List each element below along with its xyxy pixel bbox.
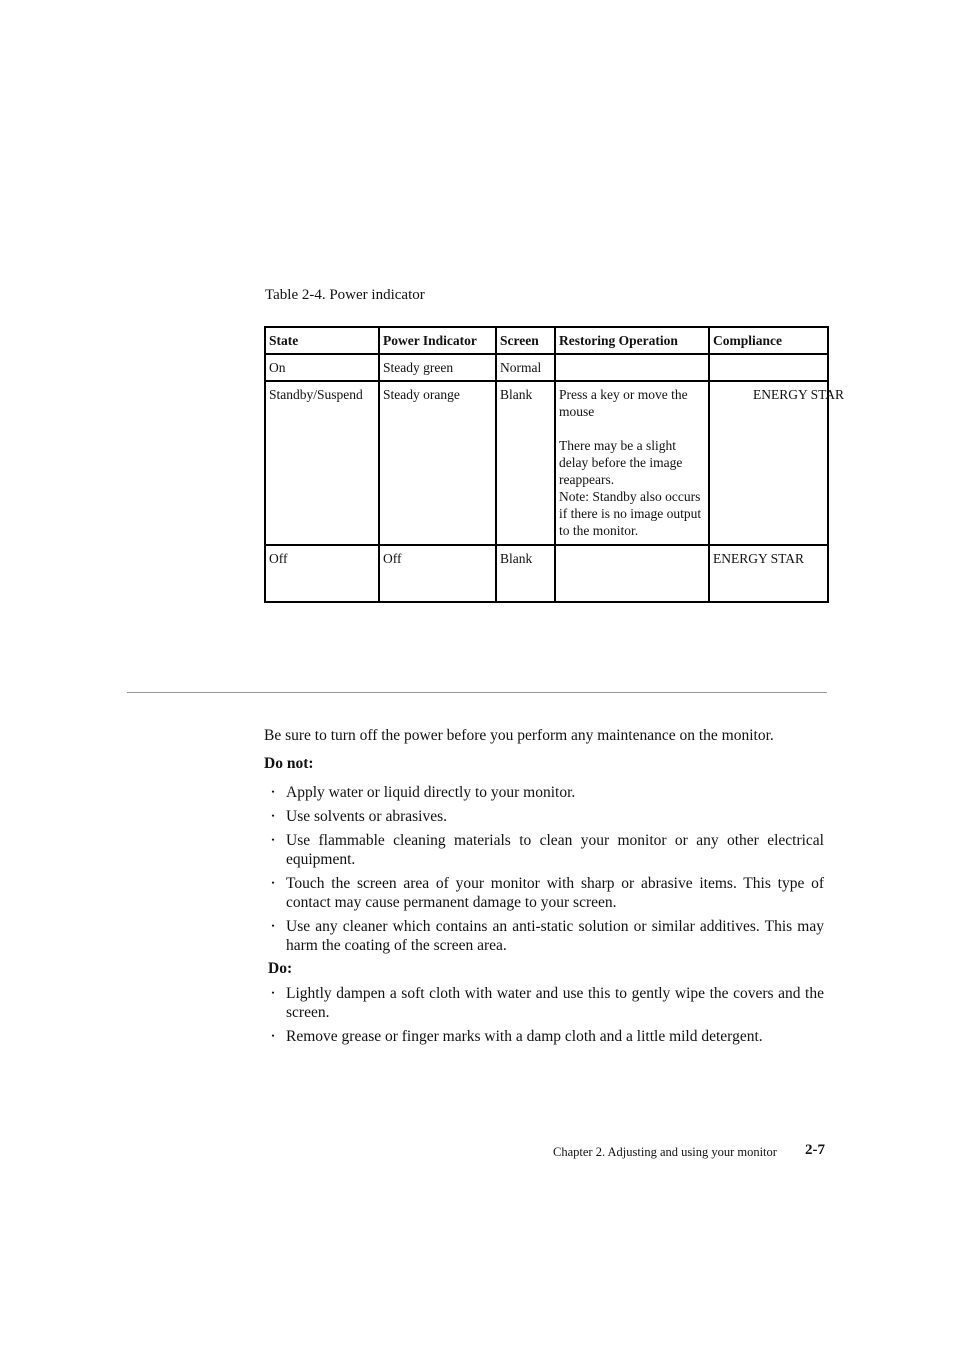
header-state: State [265, 327, 379, 354]
table-row [265, 545, 828, 602]
cell-state: Standby/Suspend [265, 381, 379, 545]
cell-state: On [265, 354, 379, 381]
cell-power-indicator: Steady green [379, 354, 496, 381]
bullet-icon: ・ [267, 919, 280, 933]
cell-screen: Blank [496, 381, 555, 545]
list-item: ・ Use any cleaner which contains an anti-static solution or similar additives. This may harm the coating of the screen area. [267, 918, 824, 954]
bullet-icon: ・ [267, 809, 280, 823]
list-item: ・ Touch the screen area of your monitor with sharp or abrasive items. This type of contact may cause permanent damage to your screen. [267, 875, 824, 911]
cell-restoring-operation [555, 545, 709, 602]
cell-compliance: ENERGY STAR [709, 381, 828, 545]
cell-power-indicator: Steady orange [379, 381, 496, 545]
restoring-text: There may be a slight delay before the image reappears. [559, 438, 683, 487]
header-restoring-operation: Restoring Operation [555, 327, 709, 354]
table-header-row [265, 327, 828, 354]
do-list [264, 984, 824, 1051]
bullet-icon: ・ [267, 876, 280, 890]
table-row [265, 354, 828, 381]
restoring-note: Note: Standby also occurs if there is no image output to the monitor. [559, 489, 702, 538]
cell-compliance [709, 354, 828, 381]
cell-screen: Blank [496, 545, 555, 602]
cell-state: Off [265, 545, 379, 602]
cell-power-indicator: Off [379, 545, 496, 602]
bullet-icon: ・ [267, 1029, 280, 1043]
page-number: 2-7 [805, 1142, 825, 1158]
bullet-icon: ・ [267, 785, 280, 799]
header-compliance: Compliance [709, 327, 828, 354]
header-screen: Screen [496, 327, 555, 354]
header-power-indicator: Power Indicator [379, 327, 496, 354]
list-item: ・ Use flammable cleaning materials to clean your monitor or any other electrical equipment. [267, 832, 824, 868]
list-item: ・ Remove grease or finger marks with a damp cloth and a little mild detergent. [267, 1028, 763, 1045]
list-item: ・ Apply water or liquid directly to your monitor. [267, 784, 576, 801]
list-item: ・ Lightly dampen a soft cloth with water and use this to gently wipe the covers and the screen. [267, 985, 824, 1021]
table-caption: Table 2-4. Power indicator [265, 287, 425, 303]
section-divider [127, 692, 827, 693]
table-row [265, 381, 828, 545]
maintenance-intro: Be sure to turn off the power before you perform any maintenance on the monitor. [264, 727, 774, 744]
footer-chapter-title: Chapter 2. Adjusting and using your monitor [553, 1145, 777, 1159]
paragraph-gap [559, 420, 705, 437]
cell-compliance: ENERGY STAR [709, 545, 828, 602]
do-not-list [264, 783, 824, 960]
do-heading: Do: [268, 960, 293, 977]
cell-restoring-operation [555, 354, 709, 381]
do-not-heading: Do not: [264, 755, 314, 772]
bullet-icon: ・ [267, 833, 280, 847]
list-item: ・ Use solvents or abrasives. [267, 808, 447, 825]
bullet-icon: ・ [267, 986, 280, 1000]
cell-restoring-operation [555, 381, 709, 545]
power-indicator-table [264, 326, 845, 603]
cell-screen: Normal [496, 354, 555, 381]
restoring-text: Press a key or move the mouse [559, 387, 688, 419]
